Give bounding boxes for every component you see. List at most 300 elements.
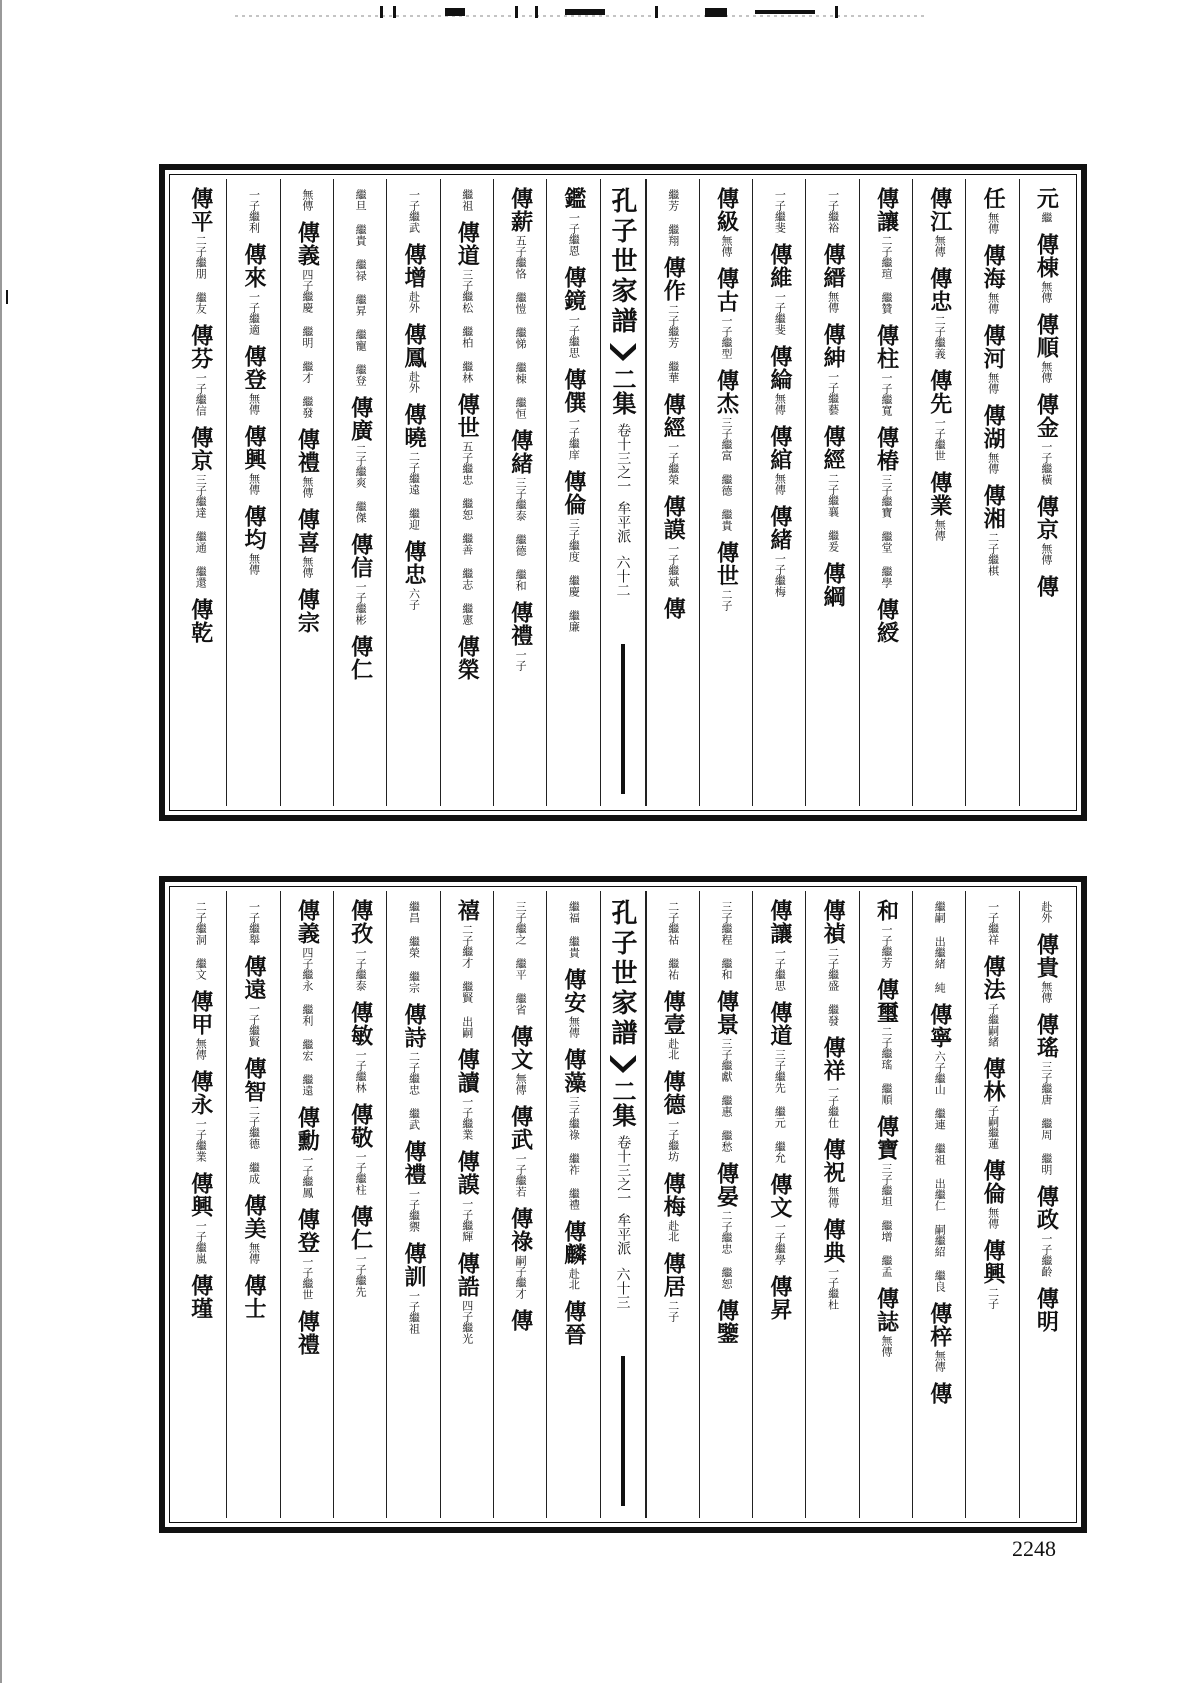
entry-name: 傳縉 bbox=[820, 243, 847, 289]
entry-annotation: 一子繼齡 bbox=[1039, 1233, 1053, 1277]
entry-annotation: 六子繼山 繼連 繼祖 出繼仁 嗣繼紹 繼良 bbox=[933, 1051, 947, 1292]
entry-annotation: 一子繼斌 bbox=[666, 543, 680, 587]
genealogy-entry bbox=[562, 1300, 585, 1346]
genealogy-entry bbox=[768, 425, 791, 495]
entry-name: 傳詩 bbox=[400, 1003, 427, 1049]
genealogy-entry bbox=[562, 368, 585, 460]
genealogy-entry bbox=[980, 955, 1007, 1047]
entry-name: 傳讀 bbox=[454, 1048, 481, 1094]
entry-annotation: 一子繼嵐 bbox=[194, 1220, 208, 1264]
entry-annotation: 一子繼藝 bbox=[826, 371, 840, 415]
entry-name: 傳美 bbox=[241, 1194, 268, 1240]
column-right-8 bbox=[646, 891, 699, 1518]
entry-annotation: 二子繼德 繼成 bbox=[247, 1105, 261, 1184]
genealogy-entry bbox=[562, 1048, 585, 1210]
entry-annotation: 二子繼芳 繼華 bbox=[666, 304, 680, 383]
entry-name: 傳經 bbox=[820, 425, 847, 471]
genealogy-entry bbox=[660, 1070, 687, 1162]
entry-annotation: 三子繼達 繼通 繼還 bbox=[194, 474, 208, 588]
entry-annotation: 無傳 bbox=[247, 473, 261, 495]
genealogy-entry bbox=[349, 1001, 372, 1093]
entry-annotation: 四子繼慶 繼明 繼才 繼發 bbox=[300, 269, 314, 418]
genealogy-entry bbox=[1033, 233, 1060, 303]
entry-name: 傳居 bbox=[660, 1252, 687, 1298]
column-left-3 bbox=[440, 179, 493, 806]
entry-name: 傳平 bbox=[187, 187, 214, 233]
entry-name: 傳古 bbox=[713, 267, 740, 313]
genealogy-entry bbox=[713, 1299, 740, 1345]
genealogy-entry bbox=[189, 1172, 212, 1264]
genealogy-entry bbox=[189, 990, 212, 1060]
genealogy-entry bbox=[562, 968, 585, 1038]
entry-name: 傳緒 bbox=[766, 505, 793, 551]
entry-name: 傳瑤 bbox=[1033, 1013, 1060, 1059]
entry-name: 傳宗 bbox=[294, 588, 321, 634]
genealogy-entry bbox=[402, 1140, 425, 1232]
genealogy-entry bbox=[980, 1239, 1007, 1309]
entry-annotation: 繼福 繼貴 bbox=[567, 901, 581, 958]
genealogy-entry bbox=[980, 244, 1007, 314]
entry-annotation: 三子繼坦 繼增 繼孟 bbox=[879, 1163, 893, 1277]
genealogy-entry bbox=[980, 1159, 1007, 1229]
entry-name: 傳禮 bbox=[400, 1140, 427, 1186]
entry-annotation: 一子繼世 bbox=[300, 1256, 314, 1300]
top-page-panel bbox=[160, 165, 1086, 820]
genealogy-entry bbox=[873, 426, 900, 588]
genealogy-entry bbox=[820, 562, 847, 608]
entry-name: 傳緒 bbox=[507, 429, 534, 475]
genealogy-entry bbox=[562, 266, 585, 358]
genealogy-entry bbox=[928, 1382, 951, 1405]
entry-annotation: 子繼嗣緒 bbox=[986, 1003, 1000, 1047]
entry-annotation: 二子繼朋 繼友 bbox=[194, 235, 208, 314]
entry-name: 傳來 bbox=[241, 243, 268, 289]
genealogy-entry bbox=[928, 471, 951, 541]
entry-annotation: 一子繼先 bbox=[354, 1253, 368, 1297]
entry-name: 傳典 bbox=[820, 1218, 847, 1264]
genealogy-entry bbox=[247, 187, 259, 233]
entry-annotation: 一子繼思 bbox=[567, 314, 581, 358]
entry-annotation: 三子繼唐 繼周 繼明 bbox=[1039, 1061, 1053, 1175]
column-left-1 bbox=[546, 891, 599, 1518]
entry-name: 傳信 bbox=[347, 533, 374, 579]
column-right-2 bbox=[965, 179, 1018, 806]
entry-annotation: 赴外 bbox=[407, 371, 421, 393]
genealogy-entry bbox=[1033, 313, 1060, 383]
genealogy-entry bbox=[713, 1162, 740, 1289]
entry-annotation: 三子繼松 繼柏 繼林 bbox=[460, 269, 474, 383]
entry-annotation: 繼旦 繼貴 繼禄 繼昇 繼寵 繼登 bbox=[354, 189, 368, 386]
genealogy-entry bbox=[873, 1115, 900, 1277]
entry-annotation: 二子繼祜 繼祐 bbox=[666, 901, 680, 980]
genealogy-entry bbox=[189, 1070, 212, 1162]
center-title-column bbox=[600, 179, 646, 806]
entry-name: 傳忠 bbox=[926, 267, 953, 313]
genealogy-entry bbox=[402, 1003, 425, 1130]
entry-annotation: 一子繼芳 bbox=[879, 924, 893, 968]
entry-annotation: 無傳 bbox=[986, 212, 1000, 234]
genealogy-entry bbox=[454, 1150, 481, 1242]
entry-name: 傳道 bbox=[766, 1001, 793, 1047]
entry-name: 傳增 bbox=[400, 243, 427, 289]
entry-name: 傳均 bbox=[241, 505, 268, 551]
entry-name: 傳倫 bbox=[560, 470, 587, 516]
column-right-6 bbox=[752, 891, 805, 1518]
genealogy-entry bbox=[1033, 1013, 1060, 1175]
genealogy-entry bbox=[986, 899, 998, 945]
entry-annotation: 二子繼棋 bbox=[986, 532, 1000, 576]
genealogy-entry bbox=[820, 323, 847, 415]
genealogy-entry bbox=[768, 505, 791, 597]
entry-annotation: 二子繼爽 繼傑 bbox=[354, 444, 368, 523]
entry-name: 傳作 bbox=[660, 256, 687, 302]
entry-annotation: 二子 bbox=[666, 1300, 680, 1322]
entry-annotation: 三子繼程 繼和 bbox=[720, 901, 734, 980]
genealogy-entry bbox=[567, 899, 579, 958]
entry-annotation: 一子繼舉 bbox=[247, 901, 261, 945]
entry-annotation: 一子繼型 bbox=[720, 315, 734, 359]
entry-name: 傳梅 bbox=[660, 1172, 687, 1218]
entry-annotation: 無傳 bbox=[1039, 981, 1053, 1003]
column-right-4 bbox=[859, 179, 912, 806]
entry-name: 傳河 bbox=[980, 324, 1007, 370]
entry-annotation: 二子繼洞 繼文 bbox=[194, 901, 208, 980]
genealogy-entry bbox=[507, 1105, 534, 1197]
entry-annotation: 無傳 bbox=[826, 291, 840, 313]
entry-annotation: 三子繼先 繼元 繼允 bbox=[773, 1049, 787, 1163]
entry-annotation: 一子繼彬 bbox=[354, 581, 368, 625]
entry-name: 傳仁 bbox=[347, 1205, 374, 1251]
entry-name: 傳忠 bbox=[400, 540, 427, 586]
entry-name: 傳綬 bbox=[873, 598, 900, 644]
scan-top-artifact bbox=[235, 6, 925, 18]
entry-annotation: 無傳 bbox=[773, 393, 787, 415]
genealogy-entry bbox=[294, 588, 321, 634]
entry-annotation: 無傳 bbox=[194, 1038, 208, 1060]
entry-annotation: 三子繼度 繼慶 繼廉 bbox=[567, 518, 581, 632]
column-right-2 bbox=[965, 891, 1018, 1518]
entry-annotation: 無傳 bbox=[720, 235, 734, 257]
entry-name: 傳林 bbox=[980, 1057, 1007, 1103]
entry-annotation: 一子繼柱 bbox=[354, 1151, 368, 1195]
entry-annotation: 二子繼才 繼賢 出嗣 bbox=[460, 924, 474, 1038]
genealogy-entry bbox=[454, 393, 481, 625]
genealogy-entry bbox=[461, 187, 473, 211]
genealogy-entry bbox=[928, 187, 951, 257]
entry-annotation: 無傳 bbox=[247, 553, 261, 575]
genealogy-entry bbox=[562, 470, 585, 632]
entry-annotation: 一子繼林 bbox=[354, 1049, 368, 1093]
genealogy-entry bbox=[1033, 495, 1060, 565]
entry-name: 傳禮 bbox=[294, 428, 321, 474]
column-right-7 bbox=[699, 179, 752, 806]
entry-name: 傳登 bbox=[241, 345, 268, 391]
entry-name: 和 bbox=[873, 899, 900, 922]
genealogy-entry bbox=[933, 899, 945, 993]
genealogy-entry bbox=[667, 187, 679, 246]
genealogy-entry bbox=[980, 187, 1007, 234]
entry-name: 傳椿 bbox=[873, 426, 900, 472]
entry-annotation: 一子繼利 bbox=[247, 189, 261, 233]
entry-name: 傳金 bbox=[1033, 393, 1060, 439]
entry-name: 傳永 bbox=[187, 1070, 214, 1116]
entry-name: 傳文 bbox=[507, 1025, 534, 1071]
entry-name: 傳登 bbox=[294, 1208, 321, 1254]
entry-name: 傳世 bbox=[713, 541, 740, 587]
entry-annotation: 一子繼仕 bbox=[826, 1084, 840, 1128]
volume-label: 二集 bbox=[608, 1079, 637, 1127]
genealogy-entry bbox=[454, 899, 481, 1038]
column-left-2 bbox=[493, 179, 546, 806]
entry-name: 傳義 bbox=[294, 221, 321, 267]
entry-name: 傳禎 bbox=[820, 899, 847, 945]
entry-annotation: 無傳 bbox=[986, 292, 1000, 314]
column-left-1 bbox=[546, 179, 599, 806]
entry-name: 傳敬 bbox=[347, 1103, 374, 1149]
entry-name: 傳德 bbox=[660, 1070, 687, 1116]
genealogy-entry bbox=[402, 540, 425, 610]
entry-annotation: 子嗣繼蓮 bbox=[986, 1105, 1000, 1149]
genealogy-entry bbox=[241, 505, 268, 575]
entry-name: 傳祿 bbox=[507, 1207, 534, 1253]
entry-annotation: 一子繼泰 bbox=[354, 947, 368, 991]
genealogy-entry bbox=[660, 1172, 687, 1242]
entry-annotation: 一子繼祖 bbox=[407, 1290, 421, 1334]
entry-annotation: 一子繼鳳 bbox=[300, 1154, 314, 1198]
genealogy-entry bbox=[507, 187, 534, 419]
entry-name: 傳遠 bbox=[241, 955, 268, 1001]
genealogy-entry bbox=[189, 324, 212, 416]
genealogy-entry bbox=[349, 1205, 372, 1297]
column-left-5 bbox=[333, 179, 386, 806]
entry-annotation: 三子繼泰 繼德 繼和 bbox=[514, 477, 528, 591]
fish-tail-mark-icon bbox=[610, 343, 636, 361]
genealogy-entry bbox=[873, 899, 900, 968]
entry-annotation: 無傳 bbox=[300, 476, 314, 498]
entry-name: 傳訓 bbox=[400, 1242, 427, 1288]
entry-annotation: 一子繼禦 bbox=[407, 1188, 421, 1232]
entry-annotation: 一子繼庠 bbox=[567, 416, 581, 460]
genealogy-entry bbox=[1033, 187, 1060, 223]
leaf-number: 六十二 bbox=[614, 555, 631, 597]
genealogy-entry bbox=[980, 1057, 1007, 1149]
genealogy-entry bbox=[454, 1048, 481, 1140]
entry-annotation: 二子繼瑤 繼順 bbox=[879, 1026, 893, 1105]
entry-annotation: 六子 bbox=[407, 588, 421, 610]
entry-name: 傳紳 bbox=[820, 323, 847, 369]
column-left-5 bbox=[333, 891, 386, 1518]
genealogy-entry bbox=[873, 598, 900, 644]
entry-annotation: 一子繼斐 bbox=[773, 189, 787, 233]
entry-name: 傳寶 bbox=[873, 1115, 900, 1161]
entry-name: 傳湘 bbox=[980, 484, 1007, 530]
genealogy-entry bbox=[980, 324, 1007, 394]
column-right-6 bbox=[752, 179, 805, 806]
genealogy-entry bbox=[820, 425, 847, 552]
entry-name: 傳業 bbox=[926, 471, 953, 517]
entry-annotation: 繼嗣 出繼緒 純 bbox=[933, 901, 947, 993]
entry-name: 傳乾 bbox=[187, 598, 214, 644]
genealogy-entry bbox=[402, 243, 425, 313]
genealogy-entry bbox=[820, 1036, 847, 1128]
column-right-8 bbox=[646, 179, 699, 806]
genealogy-entry bbox=[928, 267, 951, 359]
entry-annotation: 四子繼光 bbox=[460, 1300, 474, 1344]
entry-name: 傳政 bbox=[1033, 1185, 1060, 1231]
genealogy-entry bbox=[660, 393, 687, 485]
entry-name: 傳 bbox=[660, 597, 687, 620]
genealogy-entry bbox=[454, 221, 481, 383]
entry-annotation: 二子繼襄 繼爰 bbox=[826, 473, 840, 552]
entry-annotation: 一子繼適 bbox=[247, 291, 261, 335]
genealogy-entry bbox=[713, 541, 740, 611]
entry-name: 傳勳 bbox=[294, 1106, 321, 1152]
entry-name: 元 bbox=[1033, 187, 1060, 210]
genealogy-entry bbox=[1033, 1287, 1060, 1333]
column-right-1 bbox=[1019, 891, 1072, 1518]
entry-annotation: 無傳 bbox=[933, 519, 947, 541]
page-number: 2248 bbox=[1012, 1536, 1056, 1561]
genealogy-entry bbox=[713, 187, 740, 257]
genealogy-entry bbox=[402, 403, 425, 530]
entry-annotation: 一子繼思 bbox=[773, 947, 787, 991]
genealogy-entry bbox=[241, 425, 268, 495]
genealogy-entry bbox=[562, 187, 585, 256]
entry-name: 傳綸 bbox=[766, 345, 793, 391]
genealogy-entry bbox=[768, 1275, 791, 1321]
entry-annotation: 五子繼忠 繼恕 繼善 繼志 繼憲 bbox=[460, 441, 474, 625]
entry-annotation: 五子繼恪 繼愷 繼悌 繼棟 繼恒 bbox=[514, 235, 528, 419]
genealogy-entry bbox=[1033, 933, 1060, 1003]
genealogy-entry bbox=[407, 187, 419, 233]
entry-annotation: 三子繼祿 繼祚 繼禮 bbox=[567, 1096, 581, 1210]
entry-name: 傳義 bbox=[294, 899, 321, 945]
genealogy-entry bbox=[402, 323, 425, 393]
genealogy-entry bbox=[820, 1218, 847, 1310]
column-right-7 bbox=[699, 891, 752, 1518]
entry-name: 傳甲 bbox=[187, 990, 214, 1036]
entry-name: 傳喜 bbox=[294, 508, 321, 554]
juan-label: 卷十三之一 bbox=[615, 423, 632, 493]
entry-name: 傳誥 bbox=[454, 1252, 481, 1298]
entry-name: 傳倫 bbox=[980, 1159, 1007, 1205]
entry-name: 傳謨 bbox=[660, 495, 687, 541]
entry-name: 傳敏 bbox=[347, 1001, 374, 1047]
book-title: 孔子世家譜 bbox=[607, 899, 637, 1049]
genealogy-entry bbox=[507, 429, 534, 591]
genealogy-entry bbox=[773, 187, 785, 233]
genealogy-entry bbox=[189, 187, 212, 314]
genealogy-entry bbox=[241, 1057, 268, 1184]
genealogy-entry bbox=[873, 324, 900, 416]
entry-name: 傳道 bbox=[454, 221, 481, 267]
genealogy-entry bbox=[1033, 1185, 1060, 1277]
entry-annotation: 無傳 bbox=[826, 1186, 840, 1208]
entry-annotation: 一子繼斐 bbox=[773, 291, 787, 335]
genealogy-entry bbox=[454, 635, 481, 681]
genealogy-entry bbox=[294, 508, 321, 578]
genealogy-entry bbox=[713, 990, 740, 1152]
entry-annotation: 二子繼盛 繼發 bbox=[826, 947, 840, 1026]
entry-name: 傳昇 bbox=[766, 1275, 793, 1321]
genealogy-entry bbox=[660, 256, 687, 383]
juan-label: 卷十三之一 bbox=[615, 1135, 632, 1205]
entry-annotation: 赴北 bbox=[666, 1038, 680, 1060]
genealogy-entry bbox=[189, 598, 212, 644]
entry-annotation: 一子繼信 bbox=[194, 372, 208, 416]
column-left-8 bbox=[174, 891, 226, 1518]
entry-name: 傳綱 bbox=[820, 562, 847, 608]
entry-name: 傳先 bbox=[926, 369, 953, 415]
genealogy-entry bbox=[820, 1138, 847, 1208]
scan-edge bbox=[0, 0, 2, 1683]
genealogy-entry bbox=[507, 1309, 534, 1332]
entry-annotation: 無傳 bbox=[1039, 361, 1053, 383]
entry-name: 傳梓 bbox=[926, 1302, 953, 1348]
entry-annotation: 一子繼恩 bbox=[567, 212, 581, 256]
entry-annotation: 二子繼瑄 繼贊 bbox=[879, 235, 893, 314]
genealogy-entry bbox=[507, 601, 534, 671]
fish-tail-mark-icon bbox=[610, 1055, 636, 1073]
center-title-column bbox=[600, 891, 646, 1518]
entry-annotation: 赴北 bbox=[567, 1268, 581, 1290]
entry-annotation: 一子繼世 bbox=[933, 417, 947, 461]
genealogy-entry bbox=[294, 1310, 321, 1356]
entry-annotation: 一子繼梅 bbox=[773, 553, 787, 597]
entry-name: 傳智 bbox=[241, 1057, 268, 1103]
entry-annotation: 繼 bbox=[1039, 212, 1053, 223]
entry-annotation: 一子繼坊 bbox=[666, 1118, 680, 1162]
column-right-4 bbox=[859, 891, 912, 1518]
entry-name: 傳禮 bbox=[507, 601, 534, 647]
entry-name: 傳 bbox=[507, 1309, 534, 1332]
column-left-7 bbox=[226, 179, 279, 806]
genealogy-entry bbox=[189, 426, 212, 588]
column-right-3 bbox=[912, 891, 965, 1518]
entry-annotation: 無傳 bbox=[1039, 281, 1053, 303]
entry-annotation: 繼芳 繼翔 bbox=[666, 189, 680, 246]
entry-name: 傳讓 bbox=[873, 187, 900, 233]
entry-annotation: 三子繼之 繼平 繼省 bbox=[514, 901, 528, 1015]
genealogy-entry bbox=[820, 899, 847, 1026]
entry-name: 傳世 bbox=[454, 393, 481, 439]
entry-name: 傳祥 bbox=[820, 1036, 847, 1082]
entry-name: 傳孜 bbox=[347, 899, 374, 945]
entry-annotation: 無傳 bbox=[879, 1335, 893, 1357]
genealogy-entry bbox=[349, 1103, 372, 1195]
entry-name: 傳興 bbox=[241, 425, 268, 471]
entry-annotation: 無傳 bbox=[773, 473, 787, 495]
entry-annotation: 一子繼業 bbox=[194, 1118, 208, 1162]
entry-annotation: 一子繼祥 bbox=[986, 901, 1000, 945]
entry-name: 傳鳳 bbox=[400, 323, 427, 369]
entry-name: 傳 bbox=[1033, 575, 1060, 598]
genealogy-entry bbox=[827, 187, 839, 233]
column-right-5 bbox=[805, 179, 858, 806]
entry-annotation: 一子繼學 bbox=[773, 1221, 787, 1265]
scan-mark bbox=[6, 290, 8, 304]
entry-annotation: 一子 bbox=[514, 649, 528, 671]
genealogy-entry bbox=[241, 243, 268, 335]
genealogy-entry bbox=[294, 1106, 321, 1198]
entry-name: 傳文 bbox=[766, 1173, 793, 1219]
entry-annotation: 二子繼義 bbox=[933, 315, 947, 359]
entry-name: 傳海 bbox=[980, 244, 1007, 290]
entry-annotation: 一子繼杜 bbox=[826, 1266, 840, 1310]
genealogy-entry bbox=[402, 1242, 425, 1334]
bottom-columns bbox=[174, 891, 1072, 1518]
entry-annotation: 四子繼永 繼利 繼宏 繼遠 bbox=[300, 947, 314, 1096]
